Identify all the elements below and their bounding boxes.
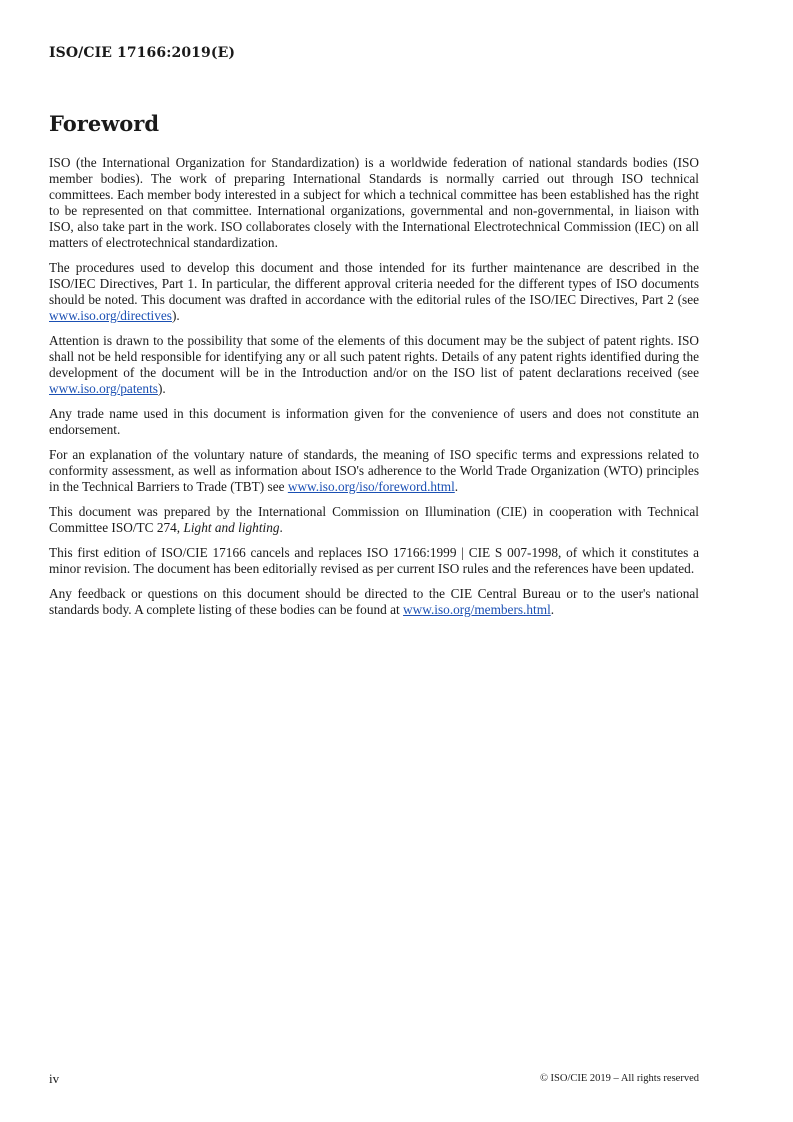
paragraph-edition: This first edition of ISO/CIE 17166 cancels and replaces ISO 17166:1999 | CIE S 007-1998, of which it constitutes a minor revision. The document has been editorially revised as per current ISO rules and the references have been updated.: [49, 545, 699, 576]
foreword-link[interactable]: www.iso.org/iso/foreword.html: [287, 479, 455, 494]
paragraph-feedback: [49, 586, 699, 618]
paragraph-procedures: [49, 260, 699, 324]
paragraph-voluntary-nature: [49, 447, 699, 495]
paragraph-prepared-by: [49, 504, 699, 536]
paragraph-text: For an explanation of the voluntary nature of standards, the meaning of ISO specific terms and expressions related to conformity assessment, as well as information about ISO's adherence to the World Trade Organization (WTO) principles in the Technical Barriers to Trade (TBT) see: [49, 447, 699, 494]
paragraph-text: The procedures used to develop this document and those intended for its further maintenance are described in the ISO/IEC Directives, Part 1. In particular, the different approval criteria needed for the different types of ISO documents should be noted. This document was drafted in accordance with the editorial rules of the ISO/IEC Directives, Part 2 (see: [49, 260, 699, 307]
paragraph-text: ).: [157, 381, 166, 396]
paragraph-text: .: [550, 602, 555, 617]
paragraph-text: .: [279, 520, 283, 535]
paragraph-text: Any feedback or questions on this document should be directed to the CIE Central Bureau or to the user's national standards body. A complete listing of these bodies can be found at: [49, 586, 699, 617]
page-number: iv: [49, 1071, 60, 1086]
paragraph-text: ).: [171, 308, 180, 323]
paragraph-text: This document was prepared by the International Commission on Illumination (CIE) in cooperation with Technical Committee ISO/TC 274,: [49, 504, 699, 535]
directives-link[interactable]: www.iso.org/directives: [49, 308, 172, 323]
document-identifier: ISO/CIE 17166:2019(E): [49, 45, 236, 61]
paragraph-trade-name: Any trade name used in this document is information given for the convenience of users and does not constitute an endorsement.: [49, 406, 699, 437]
page-title: Foreword: [49, 111, 160, 136]
members-link[interactable]: www.iso.org/members.html: [403, 602, 551, 617]
copyright-notice: © ISO/CIE 2019 – All rights reserved: [539, 1073, 699, 1084]
foreword-body: [49, 155, 699, 627]
patents-link[interactable]: www.iso.org/patents: [49, 381, 158, 396]
paragraph-text: Attention is drawn to the possibility that some of the elements of this document may be the subject of patent rights. ISO shall not be held responsible for identifying any or all such patent rights. Details of any patent rights identified during the development of the document will be in the Introduction and/or on the ISO list of patent declarations received (see: [49, 333, 699, 380]
committee-title: Light and lighting: [183, 520, 280, 535]
paragraph-patents: [49, 333, 699, 397]
paragraph-iso-overview: ISO (the International Organization for Standardization) is a worldwide federation of national standards bodies (ISO member bodies). The work of preparing International Standards is normally carried out through ISO technical committees. Each member body interested in a subject for which a technical committee has been established has the right to be represented on that committee. International organizations, governmental and non-governmental, in liaison with ISO, also take part in the work. ISO collaborates closely with the International Electrotechnical Commission (IEC) on all matters of electrotechnical standardization.: [49, 155, 699, 250]
paragraph-text: .: [454, 479, 459, 494]
